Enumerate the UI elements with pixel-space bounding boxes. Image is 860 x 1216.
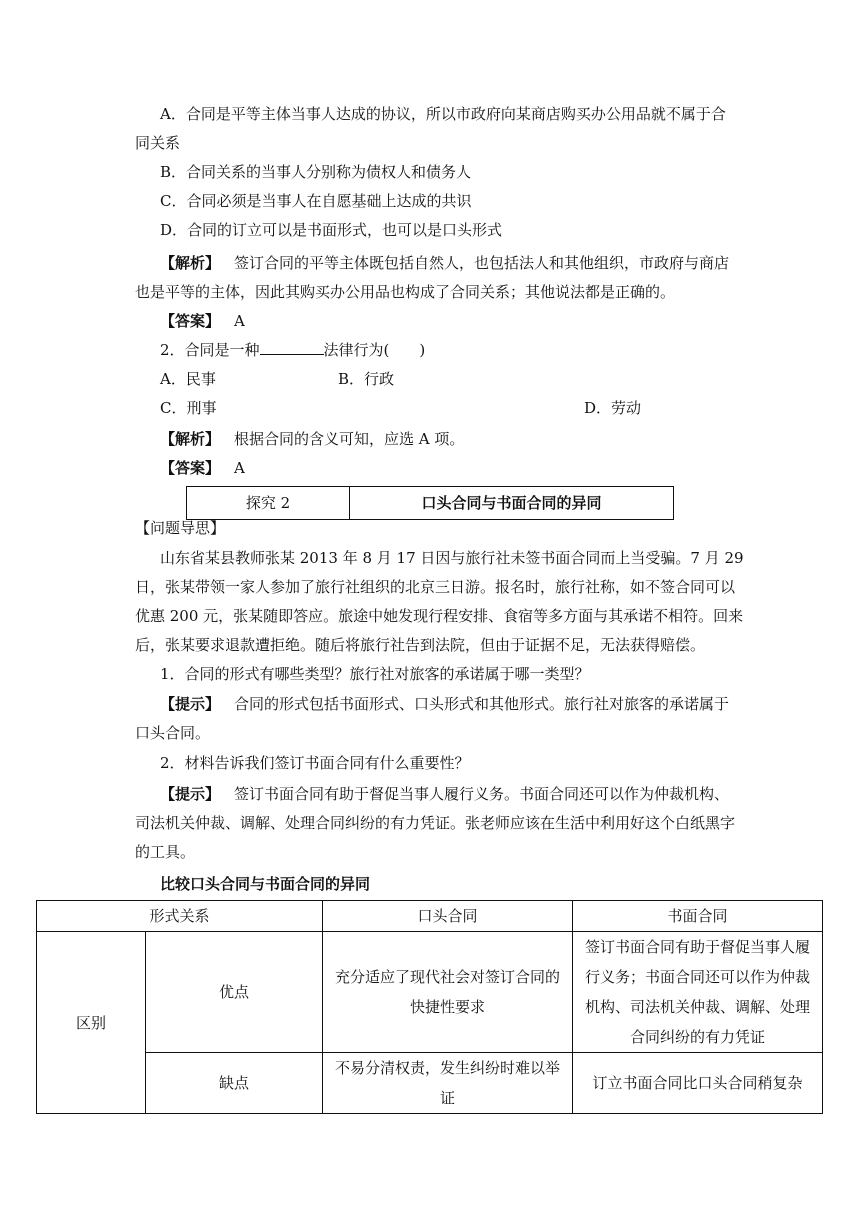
guide-question-1: 1．合同的形式有哪些类型？旅行社对旅客的承诺属于哪一类型？	[160, 665, 590, 683]
cell-line: 合同纠纷的有力凭证	[629, 1028, 765, 1046]
cell-line: 行义务；书面合同还可以作为仲裁	[584, 968, 810, 986]
written-cell	[573, 932, 823, 1053]
analysis-text: 签订合同的平等主体既包括自然人，也包括法人和其他组织，市政府与商店	[234, 254, 730, 272]
compare-table	[36, 900, 823, 1114]
cell-line: 快捷性要求	[409, 998, 485, 1016]
q2-option-a: A．民事	[160, 370, 216, 388]
q2-answer	[160, 458, 245, 478]
cell-line: 签订书面合同有助于督促当事人履	[584, 938, 810, 956]
aspect-cell: 优点	[146, 932, 323, 1053]
compare-title: 比较口头合同与书面合同的异同	[160, 875, 371, 893]
oral-cell	[323, 932, 573, 1053]
analysis-label: 【解析】	[160, 430, 221, 448]
hint-2-line3: 的工具。	[135, 843, 196, 861]
q2-stem-pre: 2．合同是一种	[160, 341, 260, 359]
cell-line: 不易分清权责，发生纠纷时难以举	[334, 1059, 560, 1077]
header-cell: 形式关系	[37, 901, 323, 932]
guide-heading: 【问题导思】	[135, 519, 226, 537]
q1-option-a-line1: A．合同是平等主体当事人达成的协议，所以市政府向某商店购买办公用品就不属于合	[160, 105, 726, 123]
hint-label: 【提示】	[160, 785, 221, 803]
written-cell	[573, 1053, 823, 1114]
answer-label: 【答案】	[160, 459, 221, 477]
oral-cell	[323, 1053, 573, 1114]
hint-1-line2: 口头合同。	[135, 724, 211, 742]
header-cell: 书面合同	[573, 901, 823, 932]
q2-option-c: C．刑事	[160, 399, 217, 417]
hint-2-line2: 司法机关仲裁、调解、处理合同纠纷的有力凭证。张老师应该在生活中利用好这个白纸黑字	[135, 814, 736, 832]
q2-analysis	[160, 429, 464, 449]
hint-text: 合同的形式包括书面形式、口头形式和其他形式。旅行社对旅客的承诺属于	[234, 695, 730, 713]
table-row	[37, 932, 823, 1053]
table-row	[37, 1053, 823, 1114]
cell-line: 证	[439, 1089, 455, 1107]
hint-2	[160, 784, 729, 804]
aspect-cell: 缺点	[146, 1053, 323, 1114]
answer-label: 【答案】	[160, 312, 221, 330]
cell-line: 充分适应了现代社会对签订合同的	[334, 968, 560, 986]
explore-number: 探究 2	[187, 487, 350, 520]
analysis-text: 根据合同的含义可知，应选 A 项。	[234, 430, 465, 448]
hint-1	[160, 694, 729, 714]
cell-line: 机构、司法机关仲裁、调解、处理	[584, 998, 810, 1016]
q1-option-b: B．合同关系的当事人分别称为债权人和债务人	[160, 163, 472, 181]
q2-option-d: D．劳动	[584, 399, 642, 417]
q1-option-d: D．合同的订立可以是书面形式，也可以是口头形式	[160, 221, 503, 239]
material-line3: 优惠 200 元，张某随即答应。旅途中她发现行程安排、食宿等多方面与其承诺不相符。回来	[135, 607, 744, 625]
q1-option-a-line2: 同关系	[135, 134, 181, 152]
q2-stem	[160, 340, 425, 360]
cell-line: 订立书面合同比口头合同稍复杂	[592, 1074, 803, 1092]
answer-value: A	[234, 312, 245, 330]
q1-analysis	[160, 253, 729, 273]
q1-option-c: C．合同必须是当事人在自愿基础上达成的共识	[160, 192, 472, 210]
fill-blank	[260, 340, 324, 355]
hint-label: 【提示】	[160, 695, 221, 713]
analysis-label: 【解析】	[160, 254, 221, 272]
material-line2: 日，张某带领一家人参加了旅行社组织的北京三日游。报名时，旅行社称，如不签合同可以	[135, 578, 736, 596]
answer-value: A	[234, 459, 245, 477]
q2-option-b: B．行政	[338, 370, 395, 388]
guide-question-2: 2．材料告诉我们签订书面合同有什么重要性？	[160, 754, 470, 772]
explore-title: 口头合同与书面合同的异同	[350, 487, 674, 520]
material-line4: 后，张某要求退款遭拒绝。随后将旅行社告到法院，但由于证据不足，无法获得赔偿。	[135, 636, 706, 654]
explore-banner	[186, 486, 674, 520]
header-cell: 口头合同	[323, 901, 573, 932]
group-cell: 区别	[37, 932, 146, 1114]
q1-analysis-line2: 也是平等的主体，因此其购买办公用品也构成了合同关系；其他说法都是正确的。	[135, 283, 676, 301]
table-header-row	[37, 901, 823, 932]
material-line1: 山东省某县教师张某 2013 年 8 月 17 日因与旅行社未签书面合同而上当受骗。7 月 29	[160, 549, 744, 567]
q1-answer	[160, 311, 245, 331]
q2-stem-post: 法律行为( )	[323, 341, 426, 359]
hint-text: 签订书面合同有助于督促当事人履行义务。书面合同还可以作为仲裁机构、	[234, 785, 730, 803]
